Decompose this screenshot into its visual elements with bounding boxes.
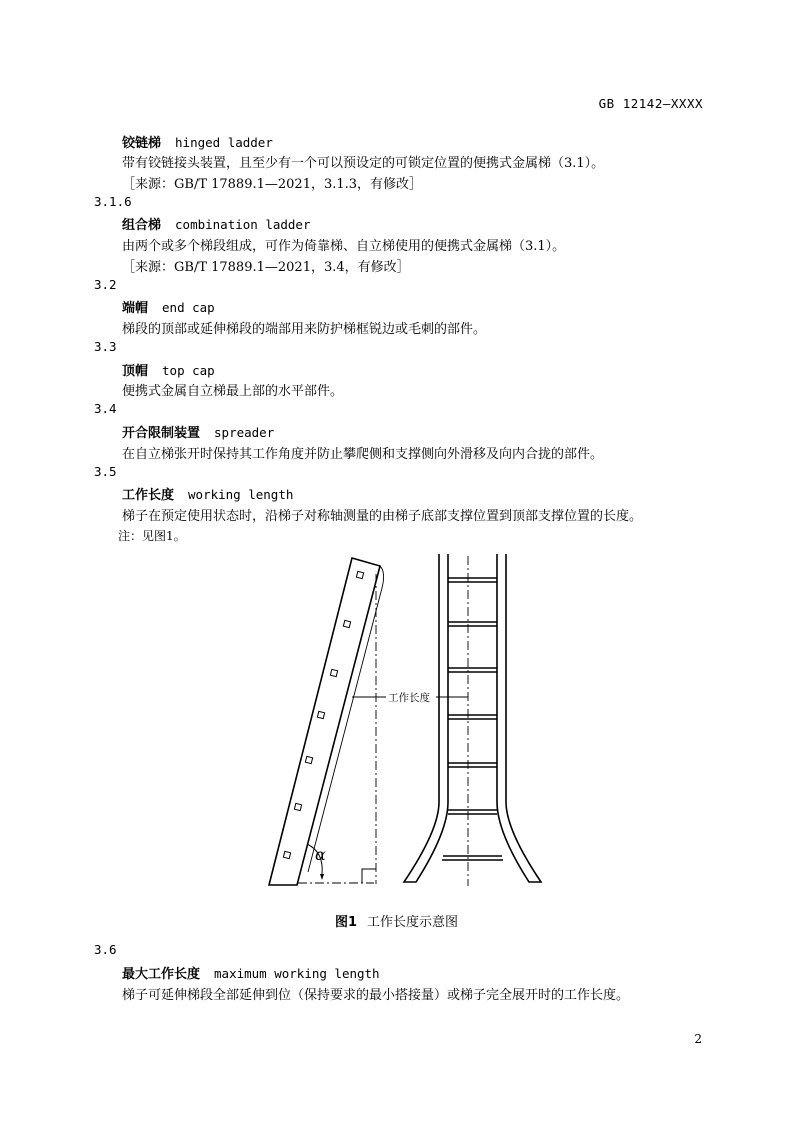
clause-number: 3.6 — [94, 942, 117, 957]
figure-title: 工作长度示意图 — [367, 915, 459, 930]
figure-number: 图1 — [334, 915, 358, 930]
source-note: ［来源：GB/T 17889.1—2021，3.1.3，有修改］ — [122, 177, 423, 192]
page-number: 2 — [694, 1032, 702, 1046]
definition: 由两个或多个梯段组成，可作为倚靠梯、自立梯使用的便携式金属梯（3.1）。 — [122, 239, 566, 254]
figure-note: 注：见图1。 — [118, 529, 186, 543]
term-en: end cap — [162, 300, 215, 315]
source-note: ［来源：GB/T 17889.1—2021，3.4，有修改］ — [122, 260, 410, 275]
term-line — [122, 963, 380, 982]
term-cn: 工作长度 — [122, 488, 175, 503]
term-cn: 铰链梯 — [122, 136, 162, 151]
definition: 梯子可延伸梯段全部延伸到位（保持要求的最小搭接量）或梯子完全展开时的工作长度。 — [122, 988, 630, 1003]
term-cn: 顶帽 — [122, 364, 149, 379]
figure-caption — [0, 911, 793, 930]
definition: 梯子在预定使用状态时，沿梯子对称轴测量的由梯子底部支撑位置到顶部支撑位置的长度。 — [122, 509, 643, 524]
clause-number: 3.2 — [94, 277, 117, 292]
term-en: maximum working length — [214, 966, 380, 981]
clause-number: 3.4 — [94, 401, 117, 416]
term-en: hinged ladder — [175, 135, 273, 150]
term-line — [122, 132, 273, 151]
definition: 在自立梯张开时保持其工作角度并防止攀爬侧和支撑侧向外滑移及向内合拢的部件。 — [122, 447, 604, 462]
clause-number: 3.1.6 — [94, 194, 132, 209]
working-length-figure — [262, 552, 552, 892]
clause-number: 3.3 — [94, 339, 117, 354]
doc-code-header: GB 12142—XXXX — [598, 96, 703, 111]
term-line — [122, 360, 215, 379]
term-line — [122, 214, 310, 233]
term-cn: 端帽 — [122, 301, 149, 316]
term-line — [122, 297, 215, 316]
term-cn: 组合梯 — [122, 218, 162, 233]
term-en: spreader — [214, 425, 275, 440]
term-en: top cap — [162, 363, 215, 378]
term-line — [122, 484, 293, 503]
term-en: working length — [188, 487, 294, 502]
working-length-label: 工作长度 — [388, 692, 430, 704]
definition: 梯段的顶部或延伸梯段的端部用来防护梯框锐边或毛刺的部件。 — [122, 322, 487, 337]
term-cn: 最大工作长度 — [122, 967, 201, 982]
term-cn: 开合限制装置 — [122, 426, 201, 441]
term-line — [122, 422, 274, 441]
leaning-ladder-drawing — [269, 558, 384, 885]
definition: 便携式金属自立梯最上部的水平部件。 — [122, 384, 344, 399]
front-ladder-drawing — [404, 554, 541, 886]
clause-number: 3.5 — [94, 464, 117, 479]
term-en: combination ladder — [175, 217, 311, 232]
angle-alpha-label: α — [315, 845, 326, 864]
definition: 带有铰链接头装置，且至少有一个可以预设定的可锁定位置的便携式金属梯（3.1）。 — [122, 156, 605, 171]
